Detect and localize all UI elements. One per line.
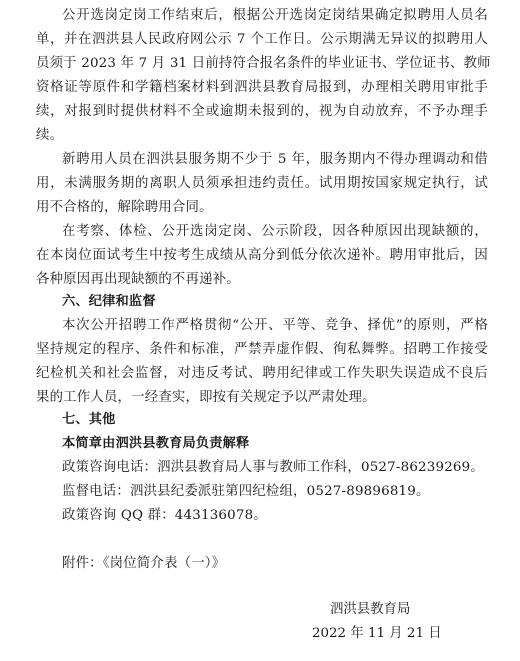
paragraph-line: 各种原因再出现缺额的不再递补。 xyxy=(36,272,240,287)
attachment-note: 附件：《岗位简介表（一）》 xyxy=(62,556,226,571)
paragraph-line: 新聘用人员在泗洪县服务期不少于 5 年，服务期内不得办理调动和借 xyxy=(62,152,488,167)
section-heading: 七、其他 xyxy=(62,412,116,427)
paragraph-line: 用，未满服务期的离职人员须承担违约责任。试用期按国家规定执行，试 xyxy=(36,176,488,191)
paragraph-line: 坚持规定的程序、条件和标准，严禁弄虚作假、徇私舞弊。招聘工作接受 xyxy=(36,342,488,357)
paragraph-line: 单，并在泗洪县人民政府网公示 7 个工作日。公示期满无异议的拟聘用人 xyxy=(36,32,488,47)
paragraph-line: 本次公开招聘工作严格贯彻“公开、平等、竞争、择优”的原则，严格 xyxy=(62,318,488,333)
paragraph-line: 公开选岗定岗工作结束后，根据公开选岗定岗结果确定拟聘用人员名 xyxy=(62,8,488,23)
paragraph-line: 续，对报到时提供材料不全或逾期未报到的，视为自动放弃，不予办理手 xyxy=(36,104,488,119)
paragraph-line: 员须于 2023 年 7 月 31 日前持符合报名条件的毕业证书、学位证书、教师 xyxy=(36,56,491,71)
signature-org: 泗洪县教育局 xyxy=(330,602,411,617)
paragraph-line: 果的工作人员，一经查实，即按有关规定予以严肃处理。 xyxy=(36,390,376,405)
contact-line: 政策咨询电话：泗洪县教育局人事与教师工作科，0527-86239269。 xyxy=(62,460,484,475)
paragraph-line: 续。 xyxy=(36,128,64,143)
signature-date: 2022 年 11 月 21 日 xyxy=(312,626,442,641)
paragraph-line: 资格证等原件和学籍档案材料到泗洪县教育局报到，办理相关聘用审批手 xyxy=(36,80,488,95)
contact-line: 政策咨询 QQ 群：443136078。 xyxy=(62,508,267,523)
contact-line: 监督电话：泗洪县纪委派驻第四纪检组，0527-89896819。 xyxy=(62,484,430,499)
section-heading: 六、纪律和监督 xyxy=(62,294,156,309)
paragraph-line: 用不合格的，解除聘用合同。 xyxy=(36,200,213,215)
paragraph-line: 在考察、体检、公开选岗定岗、公示阶段，因各种原因出现缺额的， xyxy=(62,224,488,239)
paragraph-line: 纪检机关和社会监督，对违反考试、聘用纪律或工作失职失误造成不良后 xyxy=(36,366,488,381)
bold-statement: 本简章由泗洪县教育局负责解释 xyxy=(62,436,250,451)
paragraph-line: 在本岗位面试考生中按考生成绩从高分到低分依次递补。聘用审批后，因 xyxy=(36,248,488,263)
